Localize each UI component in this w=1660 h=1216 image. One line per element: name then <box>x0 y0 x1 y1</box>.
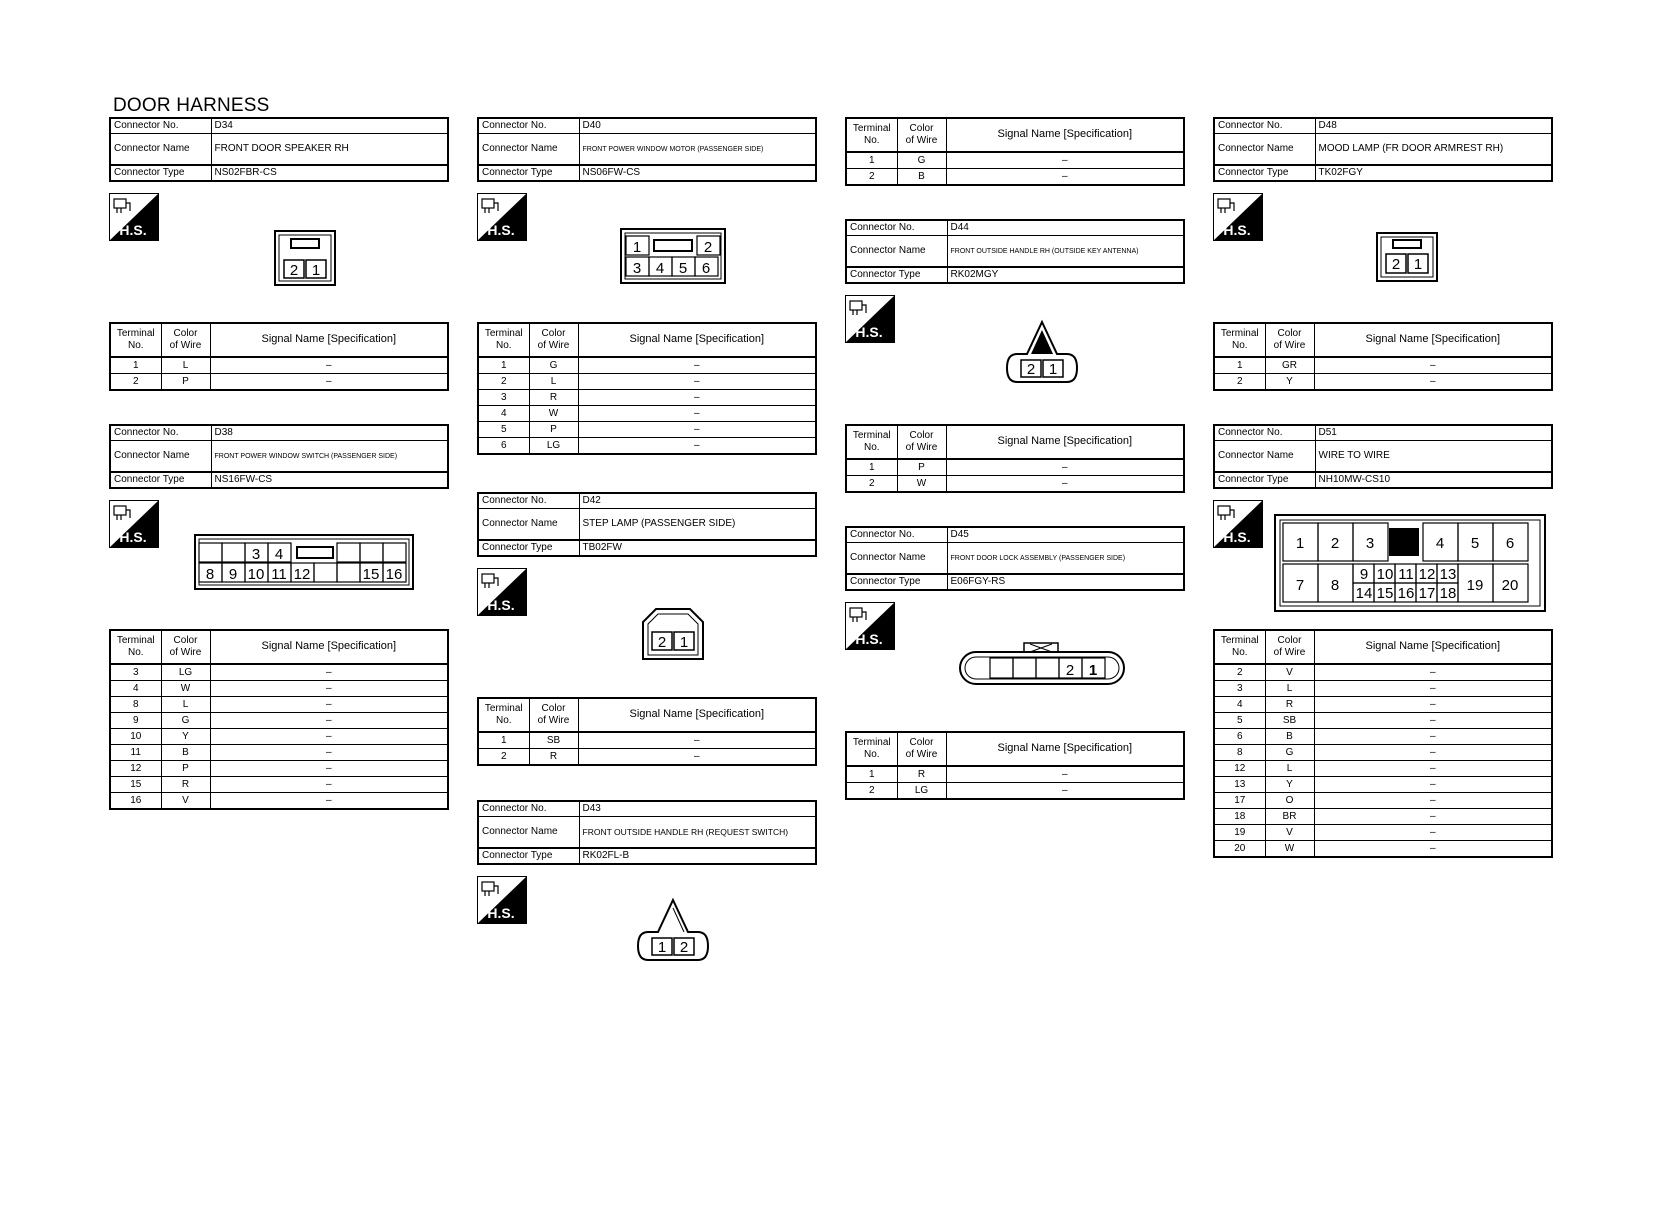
table-row: 3 R – <box>478 390 816 406</box>
connector-type-label: Connector Type <box>110 165 211 181</box>
table-row: 2 W – <box>846 476 1184 493</box>
connector-face-d45 <box>958 642 1126 686</box>
svg-text:12: 12 <box>293 566 311 583</box>
table-row: 1 G – <box>478 357 816 374</box>
svg-text:H.S.: H.S. <box>119 222 147 238</box>
svg-text:18: 18 <box>1439 585 1457 602</box>
svg-text:10: 10 <box>247 566 265 583</box>
svg-text:8: 8 <box>205 566 215 583</box>
signal-table-d38: Terminal No. Color of Wire Signal Name [Specification] 3 LG – 4 W – 8 L – 9 G – 10 Y – 11 B – 12 P – 15 R – 16 V – <box>109 629 449 810</box>
connector-no-value: D34 <box>211 118 448 134</box>
connector-face-d40 <box>620 228 726 284</box>
connector-info-d45: Connector No. D45 Connector Name FRONT DOOR LOCK ASSEMBLY (PASSENGER SIDE) Connector Type E06FGY-RS <box>845 526 1185 591</box>
connector-info-d34 <box>109 117 449 182</box>
table-row: 5 SB – <box>1214 713 1552 729</box>
svg-text:6: 6 <box>1505 535 1515 552</box>
harness-side-icon <box>477 568 527 616</box>
svg-text:H.S.: H.S. <box>1223 529 1251 545</box>
harness-side-icon <box>1213 500 1263 548</box>
connector-info-d40: Connector No. D40 Connector Name FRONT POWER WINDOW MOTOR (PASSENGER SIDE) Connector Type NS06FW-CS <box>477 117 817 182</box>
connector-face-d34 <box>274 230 336 286</box>
connector-face-d38 <box>194 534 414 590</box>
table-row: 19 V – <box>1214 825 1552 841</box>
svg-text:4: 4 <box>1435 535 1445 552</box>
pin-label: 2 <box>289 262 299 279</box>
svg-text:H.S.: H.S. <box>487 222 515 238</box>
svg-text:H.S.: H.S. <box>1223 222 1251 238</box>
svg-text:12: 12 <box>1418 566 1436 583</box>
connector-no-label: Connector No. <box>110 118 211 134</box>
svg-text:17: 17 <box>1418 585 1436 602</box>
table-row: 2 L – <box>478 374 816 390</box>
table-row: 12 P – <box>110 761 448 777</box>
table-row: 6 B – <box>1214 729 1552 745</box>
svg-text:3: 3 <box>251 546 261 563</box>
harness-side-icon <box>845 295 895 343</box>
table-row: 13 Y – <box>1214 777 1552 793</box>
signal-table-d34: Terminal No. Color of Wire Signal Name [Specification] 1 L – 2 P – <box>109 322 449 391</box>
svg-text:16: 16 <box>385 566 403 583</box>
svg-text:1: 1 <box>1295 535 1305 552</box>
svg-text:2: 2 <box>1065 662 1075 679</box>
table-row: 16 V – <box>110 793 448 810</box>
table-row: 5 P – <box>478 422 816 438</box>
table-row: 4 R – <box>1214 697 1552 713</box>
table-row: 1 GR – <box>1214 357 1552 374</box>
table-row: 1 P – <box>846 459 1184 476</box>
signal-table-d51: Terminal No. Color of Wire Signal Name [Specification] 2 V – 3 L – 4 R – 5 SB – 6 B – 8 G – 12 L – 13 Y – 17 O – 18 BR – 19 V – 20 W – <box>1213 629 1553 858</box>
harness-side-icon <box>477 193 527 241</box>
connector-name-value: FRONT DOOR SPEAKER RH <box>211 134 448 166</box>
svg-text:5: 5 <box>1470 535 1480 552</box>
harness-side-icon <box>109 500 159 548</box>
svg-text:10: 10 <box>1376 566 1394 583</box>
table-row: 20 W – <box>1214 841 1552 858</box>
svg-text:20: 20 <box>1501 577 1519 594</box>
table-row: 2 LG – <box>846 783 1184 800</box>
harness-side-icon <box>109 193 159 241</box>
signal-table-d44: Terminal No. Color of Wire Signal Name [Specification] 1 P – 2 W – <box>845 424 1185 493</box>
table-row: 17 O – <box>1214 793 1552 809</box>
svg-text:7: 7 <box>1295 577 1305 594</box>
table-row: 12 L – <box>1214 761 1552 777</box>
svg-text:15: 15 <box>362 566 380 583</box>
svg-text:H.S.: H.S. <box>855 631 883 647</box>
connector-info-d48: Connector No. D48 Connector Name MOOD LAMP (FR DOOR ARMREST RH) Connector Type TK02FGY <box>1213 117 1553 182</box>
table-row: 3 L – <box>1214 681 1552 697</box>
svg-text:1: 1 <box>632 239 642 256</box>
table-row: 8 G – <box>1214 745 1552 761</box>
harness-side-icon <box>477 876 527 924</box>
signal-table-d45: Terminal No. Color of Wire Signal Name [Specification] 1 R – 2 LG – <box>845 731 1185 800</box>
table-row: 2 V – <box>1214 664 1552 681</box>
svg-text:2: 2 <box>1330 535 1340 552</box>
svg-text:8: 8 <box>1330 577 1340 594</box>
signal-table-d48: Terminal No. Color of Wire Signal Name [Specification] 1 GR – 2 Y – <box>1213 322 1553 391</box>
svg-text:1: 1 <box>657 939 667 956</box>
connector-info-d43: Connector No. D43 Connector Name FRONT OUTSIDE HANDLE RH (REQUEST SWITCH) Connector Type RK02FL-B <box>477 800 817 865</box>
signal-table-d42: Terminal No. Color of Wire Signal Name [Specification] 1 SB – 2 R – <box>477 697 817 766</box>
harness-side-icon <box>1213 193 1263 241</box>
svg-text:2: 2 <box>679 939 689 956</box>
table-row: 11 B – <box>110 745 448 761</box>
svg-text:1: 1 <box>679 634 689 651</box>
table-row: 1 G – <box>846 152 1184 169</box>
connector-face-d48 <box>1376 232 1438 282</box>
connector-name-label: Connector Name <box>110 134 211 166</box>
table-row: 1 R – <box>846 766 1184 783</box>
svg-text:H.S.: H.S. <box>487 597 515 613</box>
svg-text:4: 4 <box>274 546 284 563</box>
svg-text:2: 2 <box>657 634 667 651</box>
svg-text:3: 3 <box>1365 535 1375 552</box>
table-row: 4 W – <box>110 681 448 697</box>
svg-text:11: 11 <box>1398 566 1414 583</box>
table-row: 1 SB – <box>478 732 816 749</box>
svg-text:1: 1 <box>1088 662 1098 679</box>
svg-text:2: 2 <box>1391 256 1401 273</box>
table-row: 15 R – <box>110 777 448 793</box>
connector-info-d38: Connector No. D38 Connector Name FRONT POWER WINDOW SWITCH (PASSENGER SIDE) Connector Type NS16FW-CS <box>109 424 449 489</box>
harness-side-icon <box>845 602 895 650</box>
pin-label: 1 <box>311 262 321 279</box>
table-row: 9 G – <box>110 713 448 729</box>
table-row: 2 R – <box>478 749 816 766</box>
svg-text:H.S.: H.S. <box>119 529 147 545</box>
svg-text:14: 14 <box>1355 585 1373 602</box>
svg-text:16: 16 <box>1397 585 1415 602</box>
svg-text:9: 9 <box>1359 566 1369 583</box>
connector-face-d42 <box>642 608 704 660</box>
connector-info-d42: Connector No. D42 Connector Name STEP LAMP (PASSENGER SIDE) Connector Type TB02FW <box>477 492 817 557</box>
signal-table-d43: Terminal No. Color of Wire Signal Name [Specification] 1 G – 2 B – <box>845 117 1185 186</box>
connector-info-d44: Connector No. D44 Connector Name FRONT OUTSIDE HANDLE RH (OUTSIDE KEY ANTENNA) Connector Type RK02MGY <box>845 219 1185 284</box>
table-row: 2 Y – <box>1214 374 1552 391</box>
table-row: 2 B – <box>846 169 1184 186</box>
svg-text:1: 1 <box>1413 256 1423 273</box>
table-row: 10 Y – <box>110 729 448 745</box>
connector-face-d51 <box>1274 514 1546 612</box>
svg-text:11: 11 <box>271 566 287 583</box>
svg-text:4: 4 <box>655 260 665 277</box>
svg-text:2: 2 <box>1026 361 1036 378</box>
svg-text:H.S.: H.S. <box>487 905 515 921</box>
connector-face-d44 <box>1005 320 1079 386</box>
page-title: DOOR HARNESS <box>113 95 270 116</box>
svg-text:9: 9 <box>228 566 238 583</box>
table-row: 8 L – <box>110 697 448 713</box>
table-row: 2 P – <box>110 374 448 391</box>
svg-text:5: 5 <box>678 260 688 277</box>
svg-text:19: 19 <box>1466 577 1484 594</box>
svg-text:3: 3 <box>632 260 642 277</box>
svg-text:13: 13 <box>1439 566 1457 583</box>
table-row: 18 BR – <box>1214 809 1552 825</box>
signal-table-d40: Terminal No. Color of Wire Signal Name [Specification] 1 G – 2 L – 3 R – 4 W – 5 P – 6 LG – <box>477 322 817 455</box>
connector-type-value: NS02FBR-CS <box>211 165 448 181</box>
table-row: 1 L – <box>110 357 448 374</box>
svg-text:15: 15 <box>1376 585 1394 602</box>
connector-info-d51: Connector No. D51 Connector Name WIRE TO WIRE Connector Type NH10MW-CS10 <box>1213 424 1553 489</box>
table-row: 4 W – <box>478 406 816 422</box>
svg-text:2: 2 <box>703 239 713 256</box>
table-row: 3 LG – <box>110 664 448 681</box>
table-row: 6 LG – <box>478 438 816 455</box>
connector-face-d43 <box>636 898 710 964</box>
svg-text:6: 6 <box>701 260 711 277</box>
svg-text:H.S.: H.S. <box>855 324 883 340</box>
svg-text:1: 1 <box>1048 361 1058 378</box>
